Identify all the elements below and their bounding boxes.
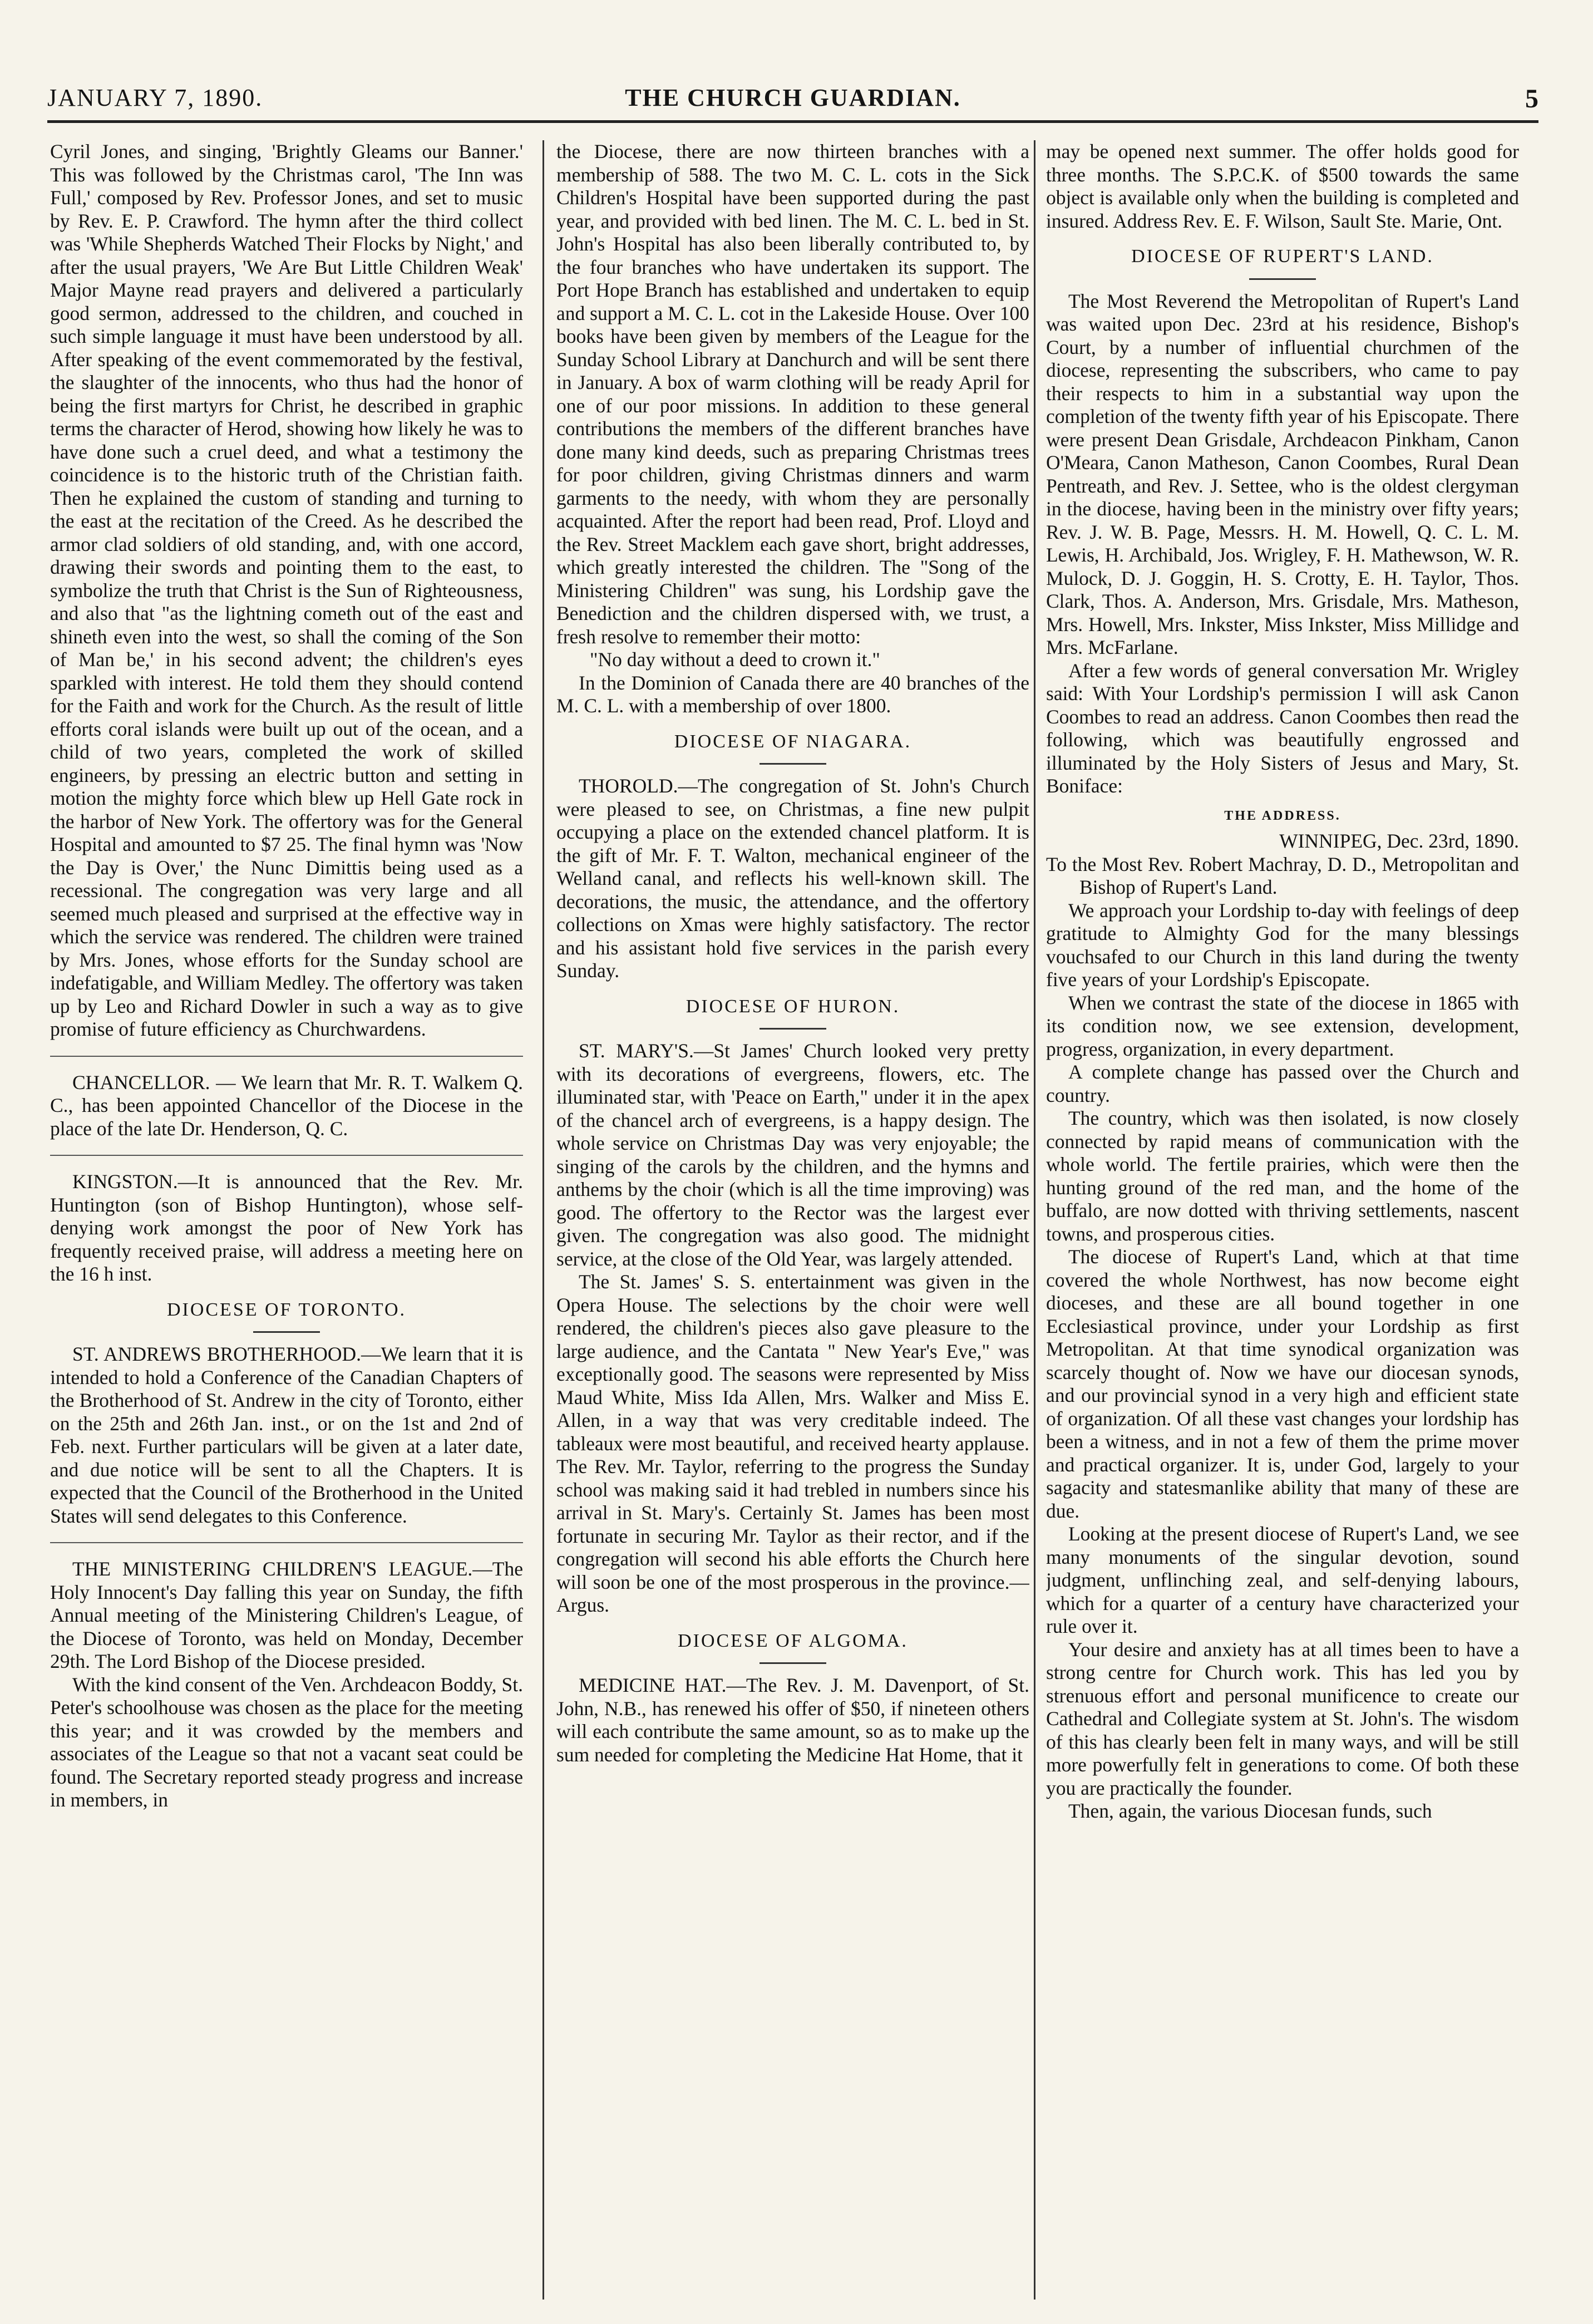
- section-divider: [50, 1155, 523, 1156]
- article-paragraph: Looking at the present diocese of Rupert's Land, we see many monuments of the singular devotion, sound judgment, unflinching zeal, and self-denying labours, which for a quarter of a century have characterized your rule over it.: [1046, 1523, 1519, 1637]
- article-paragraph: A complete change has passed over the Church and country.: [1046, 1061, 1519, 1106]
- heading-rule: [759, 763, 826, 765]
- article-paragraph: ST. MARY'S.—St James' Church looked very pretty with its decorations of evergreens, flowers, etc. The illuminated star, with 'Peace on Earth," under it in the apex of the chancel arch of evergreens, is a happy design. The whole service on Christmas Day was very enjoyable; the singing of the carols by the children, and the hymns and anthems by the choir (which is all the time improving) was good. The offertory to the Rector was the largest ever given. The congregation was also good. The midnight service, at the close of the Old Year, was largely attended.: [556, 1040, 1029, 1270]
- section-heading: DIOCESE OF TORONTO.: [166, 1299, 407, 1320]
- article-paragraph: In the Dominion of Canada there are 40 branches of the M. C. L. with a membership of over 1800.: [556, 671, 1029, 717]
- article-paragraph: The Most Reverend the Metropolitan of Rupert's Land was waited upon Dec. 23rd at his residence, Bishop's Court, by a number of influential churchmen of the diocese, representing the subscribers, who came to pay their respects to him in a substantial way upon the completion of the twenty fifth year of his Episcopate. There were present Dean Grisdale, Archdeacon Pinkham, Canon O'Meara, Canon Matheson, Canon Coombes, Rural Dean Pentreath, and Rev. J. Settee, who is the oldest clergyman in the diocese, having been in the ministry over fifty years; Rev. J. W. B. Page, Messrs. H. M. Howell, Q. C. L. M. Lewis, H. Archibald, Jos. Wrigley, F. H. Mathewson, W. R. Mulock, D. J. Goggin, H. S. Crotty, E. H. Taylor, Thos. Clark, Thos. A. Anderson, Mrs. Grisdale, Mrs. Matheson, Mrs. Howell, Mrs. Inkster, Miss Inkster, Miss Millidge and Mrs. McFarlane.: [1046, 289, 1519, 658]
- column-divider: [542, 140, 544, 2300]
- issue-date: JANUARY 7, 1890.: [47, 84, 263, 111]
- section-divider: [50, 1056, 523, 1057]
- article-paragraph: Your desire and anxiety has at all times been to have a strong centre for Church work. This has led you by strenuous effort and personal munificence to create our Cathedral and Collegiate system at St. John's. The wisdom of this has clearly been felt in many ways, and will be still more powerfully felt in generations to come. Of both these you are practically the founder.: [1046, 1638, 1519, 1799]
- section-heading: DIOCESE OF RUPERT'S LAND.: [1131, 246, 1434, 267]
- column-2: [556, 140, 1029, 2294]
- section-heading: DIOCESE OF ALGOMA.: [678, 1630, 908, 1651]
- article-paragraph: After a few words of general conversation Mr. Wrigley said: With Your Lordship's permission I will ask Canon Coombes to read an address. Canon Coombes then read the following, which was beautifully engrossed and illuminated by the Holy Sisters of Jesus and Mary, St. Boniface:: [1046, 659, 1519, 797]
- article-paragraph: We approach your Lordship to-day with feelings of deep gratitude to Almighty God for the many blessings vouchsafed to our Church in this land during the twenty five years of your Lordship's Episcopate.: [1046, 899, 1519, 991]
- salutation: To the Most Rev. Robert Machray, D. D., Metropolitan and Bishop of Rupert's Land.: [1046, 853, 1519, 898]
- column-1: [50, 140, 523, 2294]
- article-paragraph: THE MINISTERING CHILDREN'S LEAGUE.—The Holy Innocent's Day falling this year on Sunday, the fifth Annual meeting of the Ministering Children's League, of the Diocese of Toronto, was held on Monday, December 29th. The Lord Bishop of the Diocese presided.: [50, 1558, 523, 1672]
- heading-rule: [1249, 278, 1316, 280]
- dateline: WINNIPEG, Dec. 23rd, 1890.: [1279, 830, 1519, 852]
- heading-rule: [759, 1662, 826, 1664]
- page-header: [47, 83, 1538, 134]
- article-paragraph: THOROLD.—The congregation of St. John's Church were pleased to see, on Christmas, a fine new pulpit occupying a place on the extended chancel platform. It is the gift of Mr. F. T. Walton, mechanical engineer of the Welland canal, and reflects his well-known skill. The decorations, the music, the attendance, and the offertory collections on Xmas were highly satisfactory. The rector and his assistant hold five services in the parish every Sunday.: [556, 775, 1029, 982]
- address-heading: THE ADDRESS.: [1224, 808, 1341, 823]
- article-paragraph: The St. James' S. S. entertainment was given in the Opera House. The selections by the choir were well rendered, the children's pieces also gave pleasure to the large audience, and the Cantata " New Year's Eve," was exceptionally good. The seasons were represented by Miss Maud White, Miss Ida Allen, Mrs. Walker and Miss E. Allen, in a way that was very creditable indeed. The tableaux were most beautiful, and received hearty applause. The Rev. Mr. Taylor, referring to the progress the Sunday school was making said it had trebled in numbers since his arrival in St. Mary's. Certainly St. James has been most fortunate in securing Mr. Taylor as their rector, and if the congregation will second his able efforts the Church here will soon be one of the most prosperous in the province.—Argus.: [556, 1271, 1029, 1616]
- section-divider: [50, 1542, 523, 1543]
- article-paragraph: The diocese of Rupert's Land, which at that time covered the whole Northwest, has now become eight dioceses, and these are all bound together in one Ecclesiastical province, under your Lordship as first Metropolitan. At that time synodical organization was scarcely thought of. Now we have our diocesan synods, and our provincial synod in a very high and efficient state of organization. Of all these vast changes your lordship has been a witness, and in not a few of them the prime mover and practical organizer. It is, under God, largely to your sagacity and statesmanlike ability that many of these are due.: [1046, 1245, 1519, 1522]
- article-paragraph: may be opened next summer. The offer holds good for three months. The S.P.C.K. of $500 towards the same object is available only when the building is completed and insured. Address Rev. E. F. Wilson, Sault Ste. Marie, Ont.: [1046, 140, 1519, 232]
- header-rule: [47, 120, 1538, 123]
- article-paragraph: Cyril Jones, and singing, 'Brightly Gleams our Banner.' This was followed by the Christmas carol, 'The Inn was Full,' composed by Rev. Professor Jones, and set to music by Rev. E. P. Crawford. The hymn after the third collect was 'While Shepherds Watched Their Flocks by Night,' and after the usual prayers, 'We Are But Little Children Weak' Major Mayne read prayers and delivered a particularly good sermon, addressed to the children, and couched in such simple language it must have been understood by all. After speaking of the event commemorated by the festival, the slaughter of the innocents, who thus had the honor of being the first martyrs for Christ, he described in graphic terms the character of Herod, showing how likely he was to have done such a cruel deed, and what a testimony the coincidence is to the historic truth of the Christian faith. Then he explained the custom of standing and turning to the east at the recitation of the Creed. As he described the armor clad soldiers of old standing, and, with one accord, drawing their swords and pointing them to the east, to symbolize the truth that Christ is the Sun of Righteousness, and also that "as the lightning cometh out of the east and shineth even into the west, so shall the coming of the Son of Man be,' in his second advent; the children's eyes sparkled with interest. He told them they should contend for the Faith and work for the Church. As the result of little efforts coral islands were built up out of the ocean, and a child of two years, completed the work of skilled engineers, by pressing an electric button and setting in motion the mighty force which blew up Hell Gate rock in the harbor of New York. The offertory was for the General Hospital and amounted to $7 25. The final hymn was 'Now the Day is Over,' the Nunc Dimittis being used as a recessional. The congregation was very large and all seemed much pleased and surprised at the effective way in which the service was rendered. The children were trained by Mrs. Jones, whose efforts for the Sunday school are indefatigable, and William Medley. The offertory was taken up by Leo and Richard Dowler in such a way as to give promise of future efficiency as Churchwardens.: [50, 140, 523, 1040]
- article-paragraph: The country, which was then isolated, is now closely connected by rapid means of communication with the whole world. The fertile prairies, which were then the hunting ground of the red man, and the home of the buffalo, are now dotted with thriving settlements, nascent towns, and prosperous cities.: [1046, 1107, 1519, 1245]
- article-paragraph: MEDICINE HAT.—The Rev. J. M. Davenport, of St. John, N.B., has renewed his offer of $50, if nineteen others will each contribute the same amount, so as to make up the sum needed for completing the Medicine Hat Home, that it: [556, 1674, 1029, 1766]
- article-paragraph: KINGSTON.—It is announced that the Rev. Mr. Huntington (son of Bishop Huntington), whose self-denying work amongst the poor of New York has frequently received praise, will address a meeting here on the 16 h inst.: [50, 1170, 523, 1285]
- section-heading: DIOCESE OF HURON.: [685, 996, 900, 1017]
- masthead-title: THE CHURCH GUARDIAN.: [625, 84, 961, 111]
- column-divider: [1034, 140, 1035, 2300]
- article-paragraph: ST. ANDREWS BROTHERHOOD.—We learn that it is intended to hold a Conference of the Canadian Chapters of the Brotherhood of St. Andrew in the city of Toronto, either on the 25th and 26th Jan. inst., or on the 1st and 2nd of Feb. next. Further particulars will be given at a later date, and due notice will be sent to all the Chapters. It is expected that the Council of the Brotherhood in the United States will send delegates to this Conference.: [50, 1343, 523, 1527]
- article-paragraph: the Diocese, there are now thirteen branches with a membership of 588. The two M. C. L. cots in the Sick Children's Hospital have been supported during the past year, and provided with bed linen. The M. C. L. bed in St. John's Hospital has also been liberally contributed to, by the four branches who have undertaken its support. The Port Hope Branch has established and undertaken to equip and support a M. C. L. cot in the Lakeside House. Over 100 books have been given by members of the League for the Sunday School Library at Danchurch and will be sent there in January. A box of warm clothing will be ready April for one of our poor missions. In addition to these general contributions the members of the different branches have done many kind deeds, such as preparing Christmas trees for poor children, giving Christmas dinners and warm garments to the needy, with whom they are personally acquainted. After the report had been read, Prof. Lloyd and the Rev. Street Macklem each gave short, bright addresses, which greatly interested the children. The "Song of the Ministering Children" was sung, his Lordship gave the Benediction and the children dispersed with, we trust, a fresh resolve to remember their motto:: [556, 140, 1029, 648]
- article-paragraph: CHANCELLOR. — We learn that Mr. R. T. Walkem Q. C., has been appointed Chancellor of the Diocese in the place of the late Dr. Henderson, Q. C.: [50, 1071, 523, 1140]
- heading-rule: [253, 1331, 320, 1333]
- page-number: 5: [1525, 84, 1538, 114]
- article-paragraph: When we contrast the state of the diocese in 1865 with its condition now, we see extension, development, progress, organization, in every department.: [1046, 991, 1519, 1060]
- heading-rule: [759, 1028, 826, 1030]
- article-paragraph: Then, again, the various Diocesan funds, such: [1068, 1800, 1432, 1822]
- column-3: [1046, 140, 1519, 2294]
- article-paragraph: With the kind consent of the Ven. Archdeacon Boddy, St. Peter's schoolhouse was chosen as the place for the meeting this year; and it was crowded by the members and associates of the League so that not a vacant seat could be found. The Secretary reported steady progress and increase in members, in: [50, 1673, 523, 1811]
- motto-quote: "No day without a deed to crown it.": [590, 648, 880, 671]
- section-heading: DIOCESE OF NIAGARA.: [674, 731, 912, 752]
